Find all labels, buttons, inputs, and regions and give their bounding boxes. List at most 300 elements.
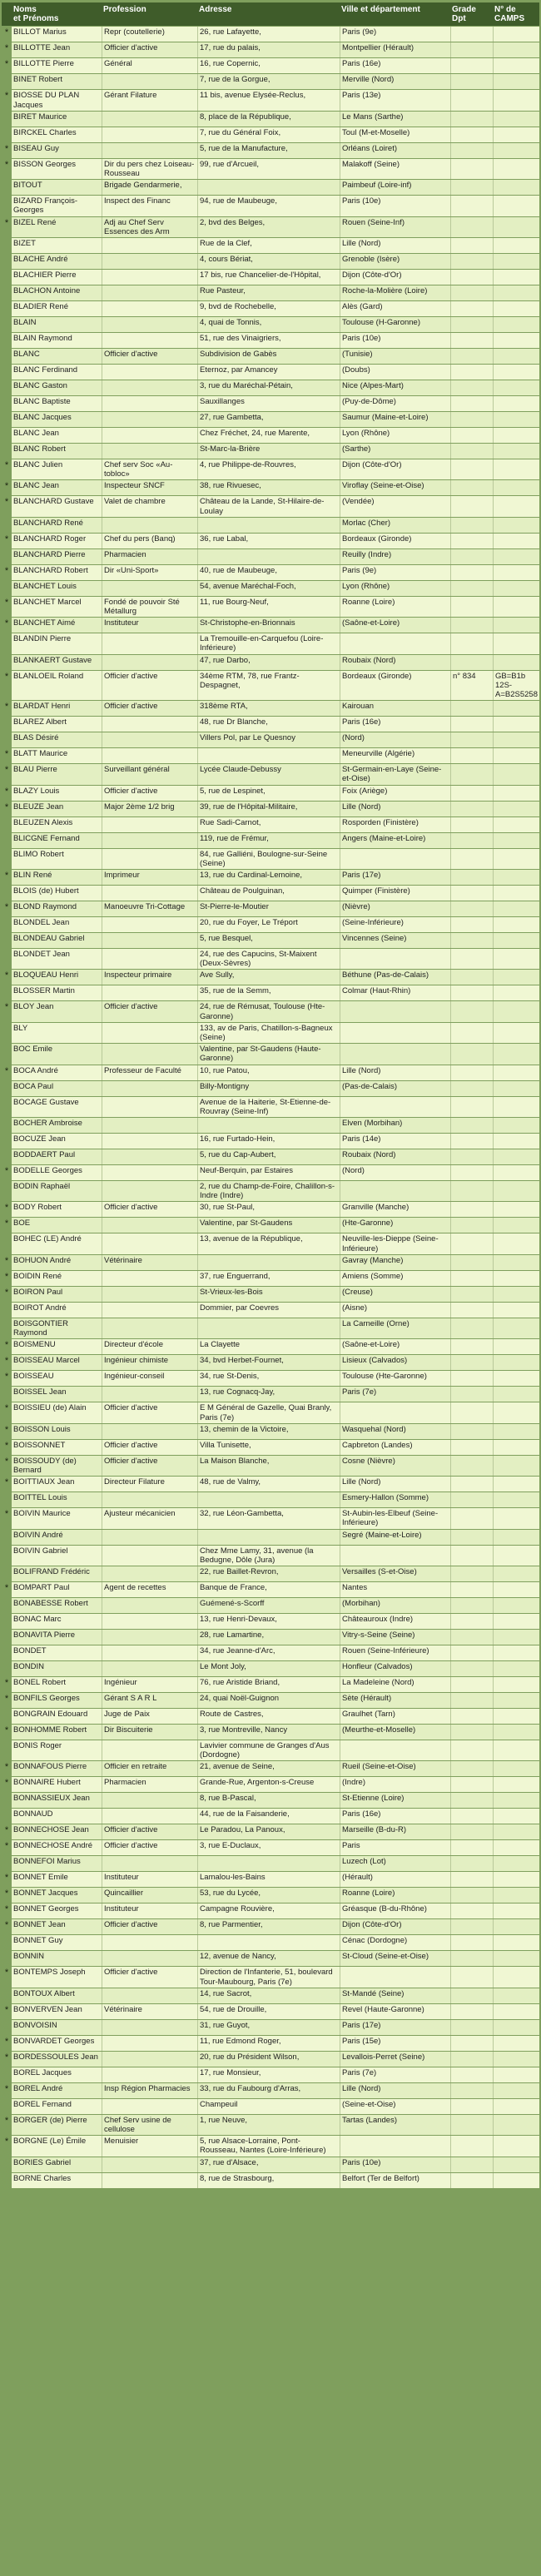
cell-address: 54, avenue Maréchal-Foch, <box>197 581 340 596</box>
cell-grade <box>450 1287 493 1302</box>
row-marker: * <box>2 1967 12 1987</box>
row-marker: * <box>2 1840 12 1855</box>
cell-name: BLARDAT Henri <box>12 701 102 716</box>
cell-city: Gavray (Manche) <box>340 1255 450 1270</box>
cell-name: BONDET <box>12 1645 102 1660</box>
cell-profession <box>102 1630 197 1645</box>
cell-profession: Agent de recettes <box>102 1582 197 1597</box>
table-row <box>2 196 539 216</box>
cell-name: BONAC Marc <box>12 1614 102 1629</box>
cell-grade <box>450 1935 493 1950</box>
cell-camps <box>493 1903 539 1918</box>
cell-camps <box>493 717 539 732</box>
table-row <box>2 1840 539 1855</box>
cell-city: Marseille (B-du-R) <box>340 1824 450 1839</box>
table-row <box>2 849 539 869</box>
cell-grade <box>450 1967 493 1987</box>
row-marker <box>2 2157 12 2172</box>
cell-grade <box>450 196 493 216</box>
cell-profession: Officier d'active <box>102 1456 197 1476</box>
cell-camps <box>493 1477 539 1491</box>
cell-name: BOISSOUDY (de) Bernard <box>12 1456 102 1476</box>
row-marker: * <box>2 1424 12 1439</box>
table-row <box>2 1181 539 1201</box>
cell-grade <box>450 764 493 784</box>
row-marker <box>2 1614 12 1629</box>
table-row <box>2 732 539 747</box>
cell-address: 48, rue Dr Blanche, <box>197 717 340 732</box>
cell-profession: Professeur de Faculté <box>102 1065 197 1080</box>
table-row <box>2 933 539 948</box>
cell-name: BLY <box>12 1023 102 1043</box>
cell-profession: Chef Serv usine de cellulose <box>102 2115 197 2135</box>
table-row <box>2 1725 539 1740</box>
cell-name: BONNEFOI Marius <box>12 1856 102 1871</box>
cell-profession <box>102 1566 197 1581</box>
cell-grade <box>450 270 493 285</box>
cell-address: 40, rue de Maubeuge, <box>197 565 340 580</box>
cell-address: 5, rue du Cap-Aubert, <box>197 1149 340 1164</box>
cell-name: BONABESSE Robert <box>12 1598 102 1613</box>
cell-camps <box>493 2157 539 2172</box>
cell-name: BORIES Gabriel <box>12 2157 102 2172</box>
row-marker <box>2 1149 12 1164</box>
cell-address <box>197 1935 340 1950</box>
cell-camps <box>493 1218 539 1233</box>
cell-name: BITOUT <box>12 180 102 195</box>
cell-camps <box>493 1044 539 1064</box>
cell-grade <box>450 1387 493 1402</box>
cell-camps <box>493 496 539 516</box>
cell-profession: Officier d'active <box>102 786 197 801</box>
cell-city: Lyon (Rhône) <box>340 581 450 596</box>
cell-camps <box>493 2036 539 2051</box>
cell-grade <box>450 1118 493 1133</box>
cell-address: 11, rue Bourg-Neuf, <box>197 597 340 617</box>
cell-grade <box>450 1371 493 1386</box>
cell-name: BLOY Jean <box>12 1001 102 1021</box>
cell-camps <box>493 1081 539 1096</box>
cell-name: BOLIFRAND Frédéric <box>12 1566 102 1581</box>
cell-camps <box>493 444 539 459</box>
cell-city: Lisieux (Calvados) <box>340 1355 450 1370</box>
cell-address <box>197 1255 340 1270</box>
cell-address: Sauxillanges <box>197 396 340 411</box>
cell-profession <box>102 1530 197 1545</box>
row-marker: * <box>2 90 12 110</box>
cell-camps <box>493 2020 539 2035</box>
table-row <box>2 1440 539 1455</box>
cell-camps <box>493 480 539 495</box>
cell-camps <box>493 180 539 195</box>
cell-profession <box>102 833 197 848</box>
row-marker <box>2 2099 12 2114</box>
cell-address: 13, rue Cognacq-Jay, <box>197 1387 340 1402</box>
table-row <box>2 333 539 348</box>
row-marker <box>2 732 12 747</box>
cell-city: (Nord) <box>340 1165 450 1180</box>
cell-address: 7, rue du Général Foix, <box>197 127 340 142</box>
cell-address: La Clayette <box>197 1339 340 1354</box>
cell-city: St-Aubin-les-Elbeuf (Seine-Inférieure) <box>340 1508 450 1528</box>
table-row <box>2 748 539 763</box>
table-row <box>2 1888 539 1903</box>
cell-address: 16, rue Copernic, <box>197 58 340 73</box>
cell-city: Paris (10e) <box>340 333 450 348</box>
cell-name: BLANC Julien <box>12 459 102 479</box>
cell-city: Paris (14e) <box>340 1134 450 1149</box>
cell-camps <box>493 1988 539 2003</box>
cell-city: (Aisne) <box>340 1303 450 1318</box>
table-row <box>2 1218 539 1233</box>
cell-camps <box>493 833 539 848</box>
cell-camps <box>493 1508 539 1528</box>
cell-address: Billy-Montigny <box>197 1081 340 1096</box>
cell-grade <box>450 985 493 1000</box>
cell-address: 4, quai de Tonnis, <box>197 317 340 332</box>
row-marker <box>2 1081 12 1096</box>
row-marker: * <box>2 1677 12 1692</box>
cell-camps <box>493 1149 539 1164</box>
table-row <box>2 1255 539 1270</box>
row-marker <box>2 1809 12 1824</box>
cell-city: Alès (Gard) <box>340 301 450 316</box>
cell-city: Lyon (Rhône) <box>340 428 450 443</box>
cell-camps <box>493 1165 539 1180</box>
table-row <box>2 1793 539 1808</box>
cell-camps <box>493 1840 539 1855</box>
row-marker <box>2 1387 12 1402</box>
row-marker: * <box>2 1477 12 1491</box>
cell-address: St-Marc-la-Brière <box>197 444 340 459</box>
table-row <box>2 2067 539 2082</box>
cell-camps <box>493 2099 539 2114</box>
row-marker <box>2 717 12 732</box>
cell-grade <box>450 1402 493 1422</box>
cell-name: BOCUZE Jean <box>12 1134 102 1149</box>
cell-city: Paris (17e) <box>340 870 450 885</box>
cell-camps <box>493 365 539 380</box>
row-marker: * <box>2 217 12 237</box>
cell-name: BLANDIN Pierre <box>12 633 102 653</box>
cell-camps <box>493 1566 539 1581</box>
table-row <box>2 1709 539 1724</box>
cell-name: BOISSIEU (de) Alain <box>12 1402 102 1422</box>
row-marker: * <box>2 1919 12 1934</box>
cell-profession: Ingénieur chimiste <box>102 1355 197 1370</box>
cell-city: Roche-la-Molière (Loire) <box>340 285 450 300</box>
cell-grade <box>450 1598 493 1613</box>
cell-name: BLAZY Louis <box>12 786 102 801</box>
cell-profession: Pharmacien <box>102 549 197 564</box>
row-marker: * <box>2 1903 12 1918</box>
cell-name: BLANCHET Marcel <box>12 597 102 617</box>
cell-address: Rue Pasteur, <box>197 285 340 300</box>
cell-city <box>340 2136 450 2156</box>
table-row <box>2 2020 539 2035</box>
cell-grade <box>450 886 493 901</box>
cell-grade <box>450 428 493 443</box>
cell-city: Foix (Ariège) <box>340 786 450 801</box>
cell-grade <box>450 27 493 42</box>
cell-address: 22, rue Baillet-Revron, <box>197 1566 340 1581</box>
cell-name: BOMPART Paul <box>12 1582 102 1597</box>
row-marker <box>2 1935 12 1950</box>
table-row <box>2 2115 539 2135</box>
row-marker: * <box>2 2036 12 2051</box>
cell-profession <box>102 1424 197 1439</box>
cell-profession <box>102 1303 197 1318</box>
table-row <box>2 180 539 195</box>
cell-grade <box>450 1318 493 1338</box>
row-marker: * <box>2 1255 12 1270</box>
cell-city: Lille (Nord) <box>340 1065 450 1080</box>
row-marker <box>2 849 12 869</box>
cell-grade <box>450 2099 493 2114</box>
cell-address: 1, rue Neuve, <box>197 2115 340 2135</box>
cell-camps <box>493 380 539 395</box>
cell-camps <box>493 1339 539 1354</box>
cell-city: Nantes <box>340 1582 450 1597</box>
cell-address: 94, rue de Maubeuge, <box>197 196 340 216</box>
cell-address: 31, rue Guyot, <box>197 2020 340 2035</box>
table-row <box>2 618 539 633</box>
cell-city: Toulouse (Hte-Garonne) <box>340 1371 450 1386</box>
table-row <box>2 817 539 832</box>
cell-city: Paris (16e) <box>340 717 450 732</box>
row-marker: * <box>2 1202 12 1217</box>
cell-address: 8, place de la République, <box>197 112 340 127</box>
cell-profession: Fondé de pouvoir Sté Métallurg <box>102 597 197 617</box>
cell-name: BLAIN <box>12 317 102 332</box>
cell-city: Paris (15e) <box>340 2036 450 2051</box>
cell-name: BLONDEAU Gabriel <box>12 933 102 948</box>
cell-grade <box>450 1630 493 1645</box>
cell-address: Le Mont Joly, <box>197 1661 340 1676</box>
cell-name: BLONDEL Jean <box>12 917 102 932</box>
cell-grade <box>450 2157 493 2172</box>
cell-address <box>197 180 340 195</box>
header-profession <box>102 2 197 26</box>
cell-camps <box>493 1118 539 1133</box>
cell-address: Direction de l'Infanterie, 51, boulevard Tour-Maubourg, Paris (7e) <box>197 1967 340 1987</box>
table-row <box>2 270 539 285</box>
row-marker <box>2 1044 12 1064</box>
cell-profession <box>102 333 197 348</box>
cell-name: BLACHIER Pierre <box>12 270 102 285</box>
table-row <box>2 1492 539 1507</box>
cell-grade <box>450 333 493 348</box>
cell-address: 37, rue d'Alsace, <box>197 2157 340 2172</box>
table-row <box>2 42 539 57</box>
cell-camps <box>493 2083 539 2098</box>
row-marker <box>2 428 12 443</box>
cell-camps <box>493 618 539 633</box>
table-row <box>2 1614 539 1629</box>
cell-address: 37, rue Enguerrand, <box>197 1271 340 1286</box>
cell-grade <box>450 870 493 885</box>
cell-grade <box>450 254 493 269</box>
cell-grade <box>450 534 493 548</box>
cell-city: Wasquehal (Nord) <box>340 1424 450 1439</box>
cell-name: BONNAIRE Hubert <box>12 1777 102 1792</box>
cell-camps <box>493 217 539 237</box>
cell-address: Avenue de la Haiterie, St-Etienne-de-Rouvray (Seine-Inf) <box>197 1097 340 1117</box>
cell-city: (Puy-de-Dôme) <box>340 396 450 411</box>
row-marker: * <box>2 802 12 816</box>
row-marker <box>2 254 12 269</box>
table-row <box>2 1856 539 1871</box>
cell-camps <box>493 42 539 57</box>
cell-city <box>340 1402 450 1422</box>
cell-camps <box>493 285 539 300</box>
cell-address: Chez Mme Lamy, 31, avenue (la Bedugne, Dôle (Jura) <box>197 1546 340 1566</box>
row-marker <box>2 412 12 427</box>
row-marker <box>2 1988 12 2003</box>
row-marker <box>2 2173 12 2188</box>
cell-name: BORGNE (Le) Émile <box>12 2136 102 2156</box>
row-marker <box>2 1740 12 1760</box>
row-marker: * <box>2 748 12 763</box>
cell-profession <box>102 285 197 300</box>
cell-address: 36, rue Labal, <box>197 534 340 548</box>
cell-name: BLANC Jean <box>12 428 102 443</box>
cell-camps <box>493 732 539 747</box>
header-grade-label: Grade Dpt <box>452 5 476 24</box>
cell-address: St-Christophe-en-Brionnais <box>197 618 340 633</box>
cell-name: BLACHON Antoine <box>12 285 102 300</box>
cell-name: BONNET Emile <box>12 1872 102 1887</box>
cell-camps <box>493 985 539 1000</box>
cell-city: (Hérault) <box>340 1872 450 1887</box>
table-row <box>2 1530 539 1545</box>
cell-name: BLAREZ Albert <box>12 717 102 732</box>
cell-address: Villa Tunisette, <box>197 1440 340 1455</box>
row-marker <box>2 917 12 932</box>
cell-grade <box>450 970 493 985</box>
cell-name: BOREL Jacques <box>12 2067 102 2082</box>
cell-address: 4, cours Bériat, <box>197 254 340 269</box>
cell-grade <box>450 90 493 110</box>
cell-camps <box>493 1387 539 1402</box>
cell-name: BONTEMPS Joseph <box>12 1967 102 1987</box>
cell-city: (Creuse) <box>340 1287 450 1302</box>
cell-profession <box>102 365 197 380</box>
table-row <box>2 480 539 495</box>
cell-profession <box>102 732 197 747</box>
cell-name: BOISSON Louis <box>12 1424 102 1439</box>
cell-grade <box>450 717 493 732</box>
row-marker <box>2 1181 12 1201</box>
table-row <box>2 1001 539 1021</box>
cell-grade <box>450 1546 493 1566</box>
cell-city: (Pas-de-Calais) <box>340 1081 450 1096</box>
cell-camps <box>493 764 539 784</box>
cell-profession: Officier d'active <box>102 1967 197 1987</box>
cell-camps <box>493 2052 539 2067</box>
cell-address: 24, quai Noël-Guignon <box>197 1693 340 1708</box>
cell-name: BOISSEAU <box>12 1371 102 1386</box>
cell-camps <box>493 1793 539 1808</box>
row-marker <box>2 1630 12 1645</box>
cell-address: 20, rue du Président Wilson, <box>197 2052 340 2067</box>
cell-city: Luzech (Lot) <box>340 1856 450 1871</box>
cell-camps <box>493 459 539 479</box>
cell-city: (Tunisie) <box>340 349 450 364</box>
cell-camps <box>493 1546 539 1566</box>
cell-address: 32, rue Léon-Gambetta, <box>197 1508 340 1528</box>
cell-profession: Valet de chambre <box>102 496 197 516</box>
cell-address: Guémené-s-Scorff <box>197 1598 340 1613</box>
cell-profession: Officier d'active <box>102 1402 197 1422</box>
row-marker: * <box>2 27 12 42</box>
row-marker <box>2 1709 12 1724</box>
cell-camps <box>493 534 539 548</box>
cell-address: Lycée Claude-Debussy <box>197 764 340 784</box>
cell-profession <box>102 112 197 127</box>
cell-camps <box>493 1065 539 1080</box>
cell-profession <box>102 1287 197 1302</box>
cell-camps <box>493 870 539 885</box>
table-row <box>2 58 539 73</box>
cell-city: Reuilly (Indre) <box>340 549 450 564</box>
cell-camps <box>493 655 539 670</box>
cell-profession <box>102 717 197 732</box>
cell-grade <box>450 732 493 747</box>
row-marker: * <box>2 565 12 580</box>
cell-camps <box>493 1761 539 1776</box>
cell-name: BONVARDET Georges <box>12 2036 102 2051</box>
cell-address: 13, rue Henri-Devaux, <box>197 1614 340 1629</box>
cell-address: Le Paradou, La Panoux, <box>197 1824 340 1839</box>
cell-grade <box>450 1856 493 1871</box>
cell-profession: Officier d'active <box>102 1440 197 1455</box>
table-row <box>2 254 539 269</box>
cell-grade <box>450 618 493 633</box>
table-row <box>2 1677 539 1692</box>
cell-camps <box>493 901 539 916</box>
cell-profession <box>102 748 197 763</box>
cell-city: (Vendée) <box>340 496 450 516</box>
table-row <box>2 1456 539 1476</box>
cell-grade <box>450 581 493 596</box>
row-marker: * <box>2 671 12 701</box>
row-marker: * <box>2 1355 12 1370</box>
table-row <box>2 565 539 580</box>
cell-grade <box>450 365 493 380</box>
cell-name: BLANCHARD Robert <box>12 565 102 580</box>
cell-city: St-Mandé (Seine) <box>340 1988 450 2003</box>
cell-name: BOE <box>12 1218 102 1233</box>
table-row <box>2 159 539 179</box>
cell-grade <box>450 1566 493 1581</box>
table-row <box>2 2083 539 2098</box>
cell-name: BOIVIN André <box>12 1530 102 1545</box>
cell-city: Paimbeuf (Loire-inf) <box>340 180 450 195</box>
cell-camps <box>493 1645 539 1660</box>
cell-grade <box>450 1508 493 1528</box>
cell-camps <box>493 1023 539 1043</box>
cell-camps <box>493 748 539 763</box>
cell-grade <box>450 1492 493 1507</box>
row-marker <box>2 817 12 832</box>
cell-profession: Surveillant général <box>102 764 197 784</box>
cell-city: (Sarthe) <box>340 444 450 459</box>
cell-grade <box>450 1725 493 1740</box>
header-camps-label: N° de CAMPS <box>494 5 525 24</box>
cell-address: 17 bis, rue Chancelier-de-l'Hôpital, <box>197 270 340 285</box>
row-marker: * <box>2 1872 12 1887</box>
